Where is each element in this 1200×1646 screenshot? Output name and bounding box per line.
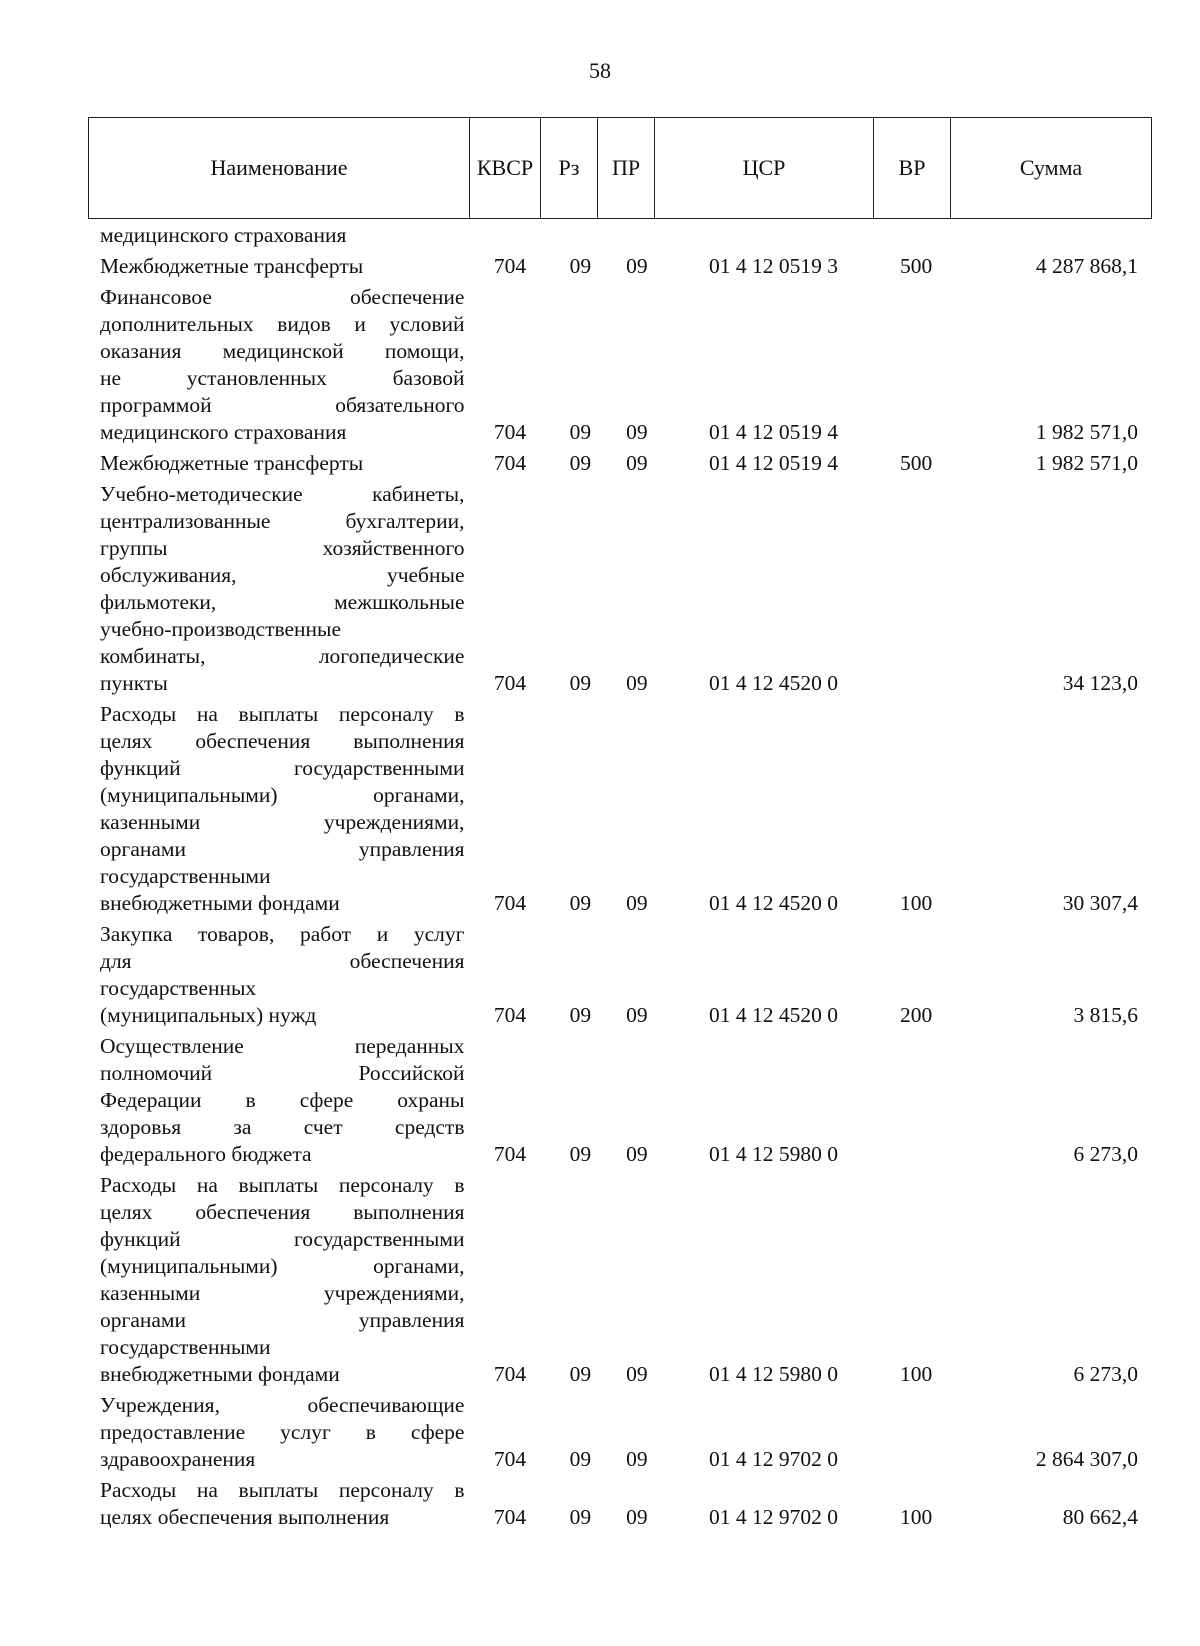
row-sum: 4 287 868,1 [1035, 254, 1138, 278]
row-name-line: оказания медицинской помощи, [100, 339, 465, 363]
row-name-line: государственными [100, 1335, 271, 1359]
row-name-line: обслуживания, учебные [100, 563, 465, 587]
table-row [88, 1392, 1148, 1473]
row-name-line: государственных [100, 976, 257, 1000]
row-name-line: Расходы на выплаты персоналу в [100, 1173, 465, 1197]
row-pr: 09 [626, 254, 648, 278]
row-name-line: федерального бюджета [100, 1142, 312, 1166]
row-name-line: (муниципальными) органами, [100, 783, 465, 807]
row-csr: 01 4 12 4520 0 [709, 671, 838, 695]
row-name-line: Учреждения, обеспечивающие [100, 1393, 465, 1417]
row-name-line: Межбюджетные трансферты [100, 451, 364, 475]
row-kvsr: 704 [493, 420, 527, 444]
row-pr: 09 [626, 420, 648, 444]
row-rz: 09 [569, 1142, 592, 1166]
row-kvsr: 704 [493, 1142, 527, 1166]
page-number: 58 [589, 58, 611, 83]
row-rz: 09 [569, 671, 592, 695]
row-rz: 09 [569, 1362, 592, 1386]
row-name-line: целях обеспечения выполнения [100, 729, 465, 753]
table-row [88, 921, 1148, 1029]
row-name-line: Федерации в сфере охраны [100, 1088, 465, 1112]
row-name-line: органами управления [100, 837, 465, 861]
row-name-line: Межбюджетные трансферты [100, 254, 364, 278]
header-csr: ЦСР [655, 118, 874, 219]
row-name [88, 284, 464, 446]
row-name [88, 701, 464, 917]
table-header [88, 117, 1152, 219]
row-name-line: Финансовое обеспечение [100, 285, 465, 309]
row-pr: 09 [626, 451, 648, 475]
row-csr: 01 4 12 0519 4 [709, 451, 838, 475]
row-sum: 1 982 571,0 [1035, 420, 1138, 444]
table-row [88, 1172, 1148, 1388]
row-rz: 09 [569, 1447, 592, 1471]
row-kvsr: 704 [493, 891, 527, 915]
row-kvsr: 704 [493, 254, 527, 278]
row-csr: 01 4 12 9702 0 [709, 1505, 838, 1529]
row-pr: 09 [626, 1003, 648, 1027]
row-pr: 09 [626, 1362, 648, 1386]
row-name-line: внебюджетными фондами [100, 1362, 340, 1386]
row-csr: 01 4 12 0519 4 [709, 420, 838, 444]
row-name-line: фильмотеки, межшкольные [100, 590, 465, 614]
row-name-line: Закупка товаров, работ и услуг [100, 922, 465, 946]
header-pr: ПР [598, 118, 655, 219]
row-vr: 100 [900, 1362, 933, 1386]
row-name-line: функций государственными [100, 756, 465, 780]
row-name-line: полномочий Российской [100, 1061, 465, 1085]
row-sum: 1 982 571,0 [1035, 451, 1138, 475]
row-kvsr: 704 [493, 1362, 527, 1386]
row-vr: 100 [900, 1505, 933, 1529]
table-body [88, 222, 1148, 1535]
header-rz: Рз [541, 118, 598, 219]
row-name [88, 450, 464, 477]
row-csr: 01 4 12 0519 3 [709, 254, 838, 278]
row-name [88, 1392, 464, 1473]
row-name-line: дополнительных видов и условий [100, 312, 465, 336]
row-name-line: Осуществление переданных [100, 1034, 465, 1058]
row-vr: 500 [900, 254, 933, 278]
row-name [88, 222, 464, 249]
row-name-line: (муниципальными) органами, [100, 1254, 465, 1278]
row-csr: 01 4 12 4520 0 [709, 891, 838, 915]
row-name [88, 1172, 464, 1388]
row-name-line: для обеспечения [100, 949, 465, 973]
header-kvsr: КВСР [470, 118, 541, 219]
row-vr: 100 [900, 891, 933, 915]
row-rz: 09 [569, 254, 592, 278]
row-sum: 30 307,4 [1062, 891, 1138, 915]
row-csr: 01 4 12 9702 0 [709, 1447, 838, 1471]
row-name [88, 1033, 464, 1168]
row-rz: 09 [569, 1003, 592, 1027]
table-row [88, 1033, 1148, 1168]
row-name-line: органами управления [100, 1308, 465, 1332]
row-sum: 80 662,4 [1062, 1505, 1138, 1529]
header-vr: ВР [874, 118, 951, 219]
row-kvsr: 704 [493, 1003, 527, 1027]
table-row [88, 284, 1148, 446]
row-name-line: группы хозяйственного [100, 536, 465, 560]
table-row [88, 450, 1148, 477]
row-sum: 3 815,6 [1073, 1003, 1138, 1027]
row-name-line: централизованные бухгалтерии, [100, 509, 465, 533]
row-sum: 34 123,0 [1062, 671, 1138, 695]
row-pr: 09 [626, 1142, 648, 1166]
row-name-line: не установленных базовой [100, 366, 465, 390]
row-name-line: внебюджетными фондами [100, 891, 340, 915]
header-sum: Сумма [951, 118, 1152, 219]
row-name-line: предоставление услуг в сфере [100, 1420, 465, 1444]
row-name-line: комбинаты, логопедические [100, 644, 465, 668]
table-row [88, 253, 1148, 280]
row-name-line: пункты [100, 671, 168, 695]
row-rz: 09 [569, 420, 592, 444]
row-rz: 09 [569, 891, 592, 915]
row-name-line: целях обеспечения выполнения [100, 1200, 465, 1224]
row-name-line: (муниципальных) нужд [100, 1003, 317, 1027]
row-name-line: государственными [100, 864, 271, 888]
row-name [88, 253, 464, 280]
row-pr: 09 [626, 891, 648, 915]
row-kvsr: 704 [493, 671, 527, 695]
row-name-line: здравоохранения [100, 1447, 256, 1471]
table-row [88, 1477, 1148, 1531]
row-kvsr: 704 [493, 1505, 527, 1529]
row-name [88, 921, 464, 1029]
row-name-line: медицинского страхования [100, 420, 347, 444]
row-name [88, 481, 464, 697]
row-name-line: здоровья за счет средств [100, 1115, 465, 1139]
row-csr: 01 4 12 4520 0 [709, 1003, 838, 1027]
row-pr: 09 [626, 1447, 648, 1471]
row-kvsr: 704 [493, 1447, 527, 1471]
header-name: Наименование [89, 118, 470, 219]
table-row [88, 481, 1148, 697]
row-pr: 09 [626, 1505, 648, 1529]
row-name-line: учебно-производственные [100, 617, 342, 641]
row-name-line: Расходы на выплаты персоналу в [100, 1478, 465, 1502]
row-name-line: казенными учреждениями, [100, 1281, 465, 1305]
row-name-line: функций государственными [100, 1227, 465, 1251]
row-vr: 500 [900, 451, 933, 475]
row-name-line: медицинского страхования [100, 223, 347, 247]
table-row [88, 701, 1148, 917]
row-rz: 09 [569, 451, 592, 475]
row-csr: 01 4 12 5980 0 [709, 1362, 838, 1386]
row-name [88, 1477, 464, 1531]
row-rz: 09 [569, 1505, 592, 1529]
table-row [88, 222, 1148, 249]
row-name-line: Расходы на выплаты персоналу в [100, 702, 465, 726]
row-vr: 200 [900, 1003, 933, 1027]
row-sum: 6 273,0 [1073, 1142, 1138, 1166]
row-name-line: казенными учреждениями, [100, 810, 465, 834]
row-name-line: программой обязательного [100, 393, 465, 417]
row-name-line: целях обеспечения выполнения [100, 1505, 390, 1529]
row-name-line: Учебно-методические кабинеты, [100, 482, 465, 506]
row-sum: 2 864 307,0 [1035, 1447, 1138, 1471]
row-kvsr: 704 [493, 451, 527, 475]
row-sum: 6 273,0 [1073, 1362, 1138, 1386]
row-csr: 01 4 12 5980 0 [709, 1142, 838, 1166]
row-pr: 09 [626, 671, 648, 695]
